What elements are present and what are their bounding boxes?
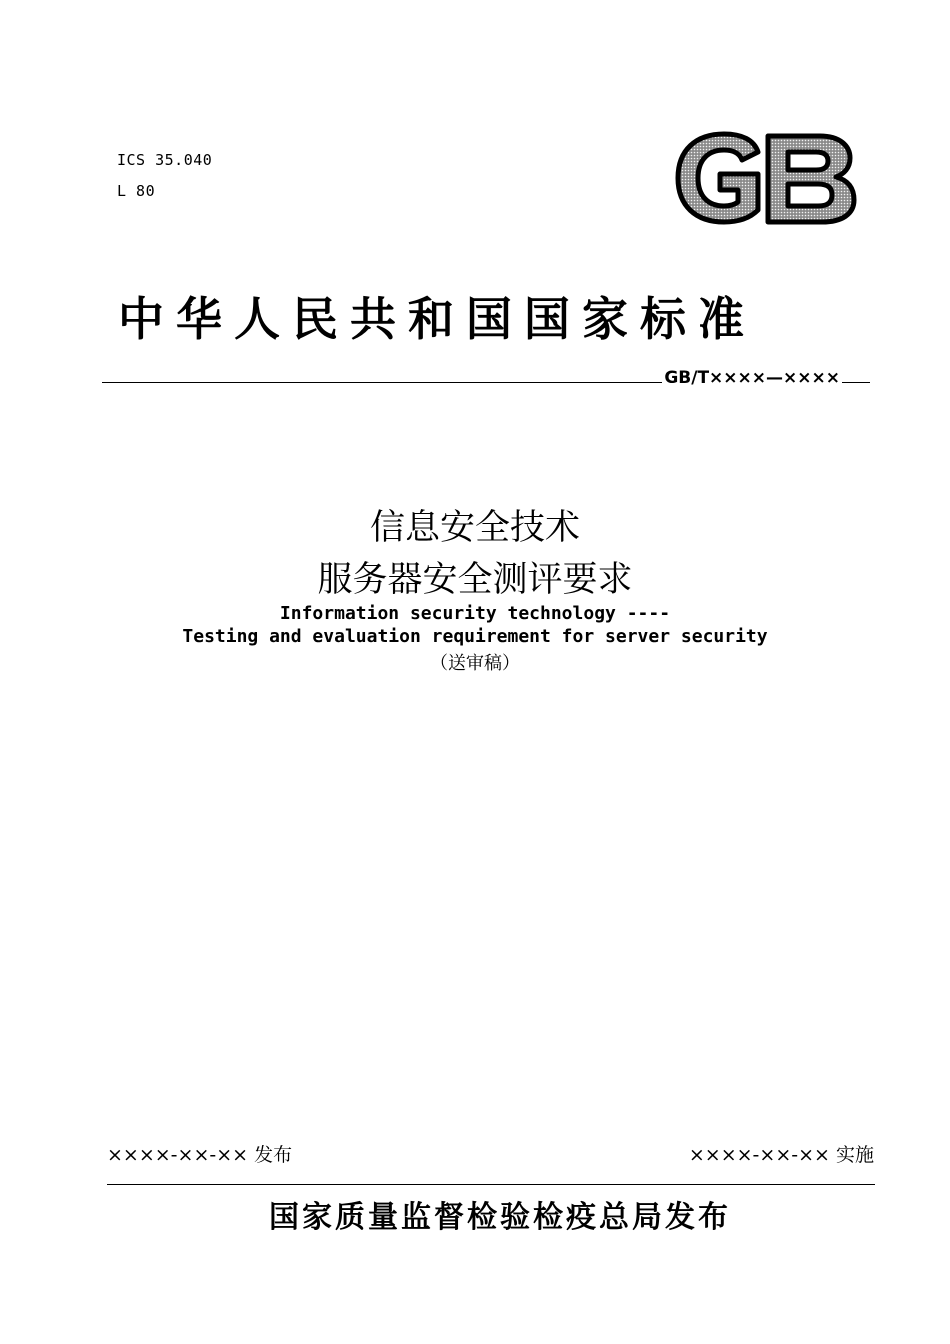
classification-code: L 80 bbox=[117, 182, 156, 200]
ics-code: ICS 35.040 bbox=[117, 151, 213, 169]
national-standard-heading: 中华人民共和国国家标准 bbox=[118, 292, 756, 346]
standard-number: GB/T××××—×××× bbox=[664, 368, 840, 388]
publish-date: ××××-××-×× 发布 bbox=[107, 1144, 293, 1166]
issuer: 国家质量监督检验检疫总局发布 bbox=[269, 1200, 731, 1235]
draft-note: （送审稿） bbox=[430, 653, 520, 674]
title-zh-line2: 服务器安全测评要求 bbox=[317, 560, 633, 600]
title-en-line2: Testing and evaluation requirement for server security bbox=[182, 626, 768, 647]
footer-rule bbox=[107, 1184, 875, 1185]
title-zh-line1: 信息安全技术 bbox=[369, 508, 580, 548]
title-en-line1: Information security technology ---- bbox=[279, 603, 671, 624]
implement-date: ××××-××-×× 实施 bbox=[688, 1144, 874, 1166]
gb-emblem-icon bbox=[672, 130, 858, 226]
